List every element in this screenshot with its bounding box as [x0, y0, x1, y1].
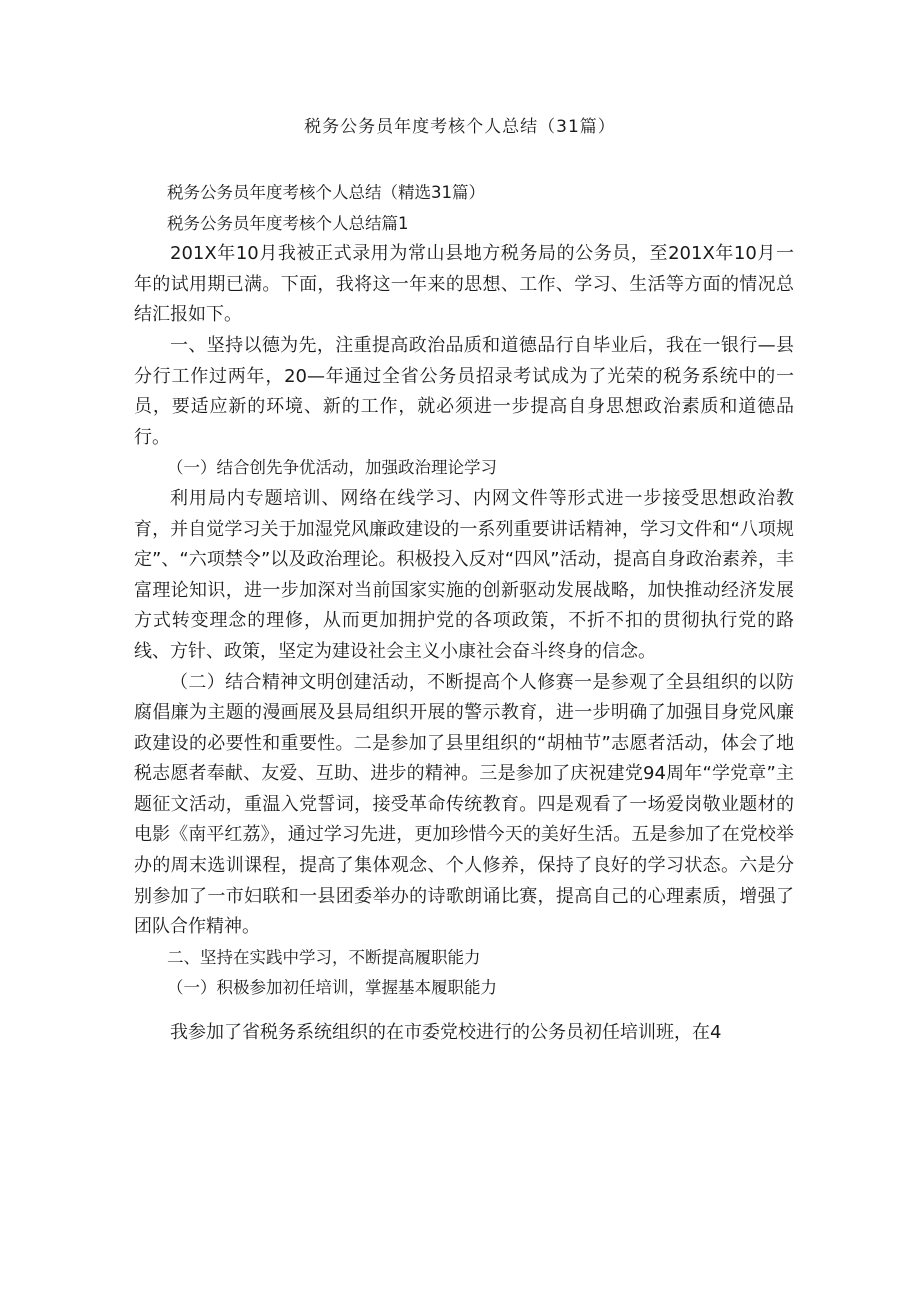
paragraph-training: 我参加了省税务系统组织的在市委党校进行的公务员初任培训班，在4 [170, 1022, 722, 1044]
paragraph-intro: 201X年10月我被正式录用为常山县地方税务局的公务员，至201X年10月一年的试用期已满。下面，我将这一年来的思想、工作、学习、生活等方面的情况总结汇报如下。 [134, 243, 794, 326]
section-heading: 税务公务员年度考核个人总结篇1 [167, 213, 409, 233]
paragraph-study: 利用局内专题培训、网络在线学习、内网文件等形式进一步接受思想政治教育，并自觉学习关于加湿党风廉政建设的一系列重要讲话精神，学习文件和“八项规定”、“六项禁令”以及政治理论。积极投入反对“四风”活动，提高自身政治素养，丰富理论知识，进一步加深对当前国家实施的创新驱动发展战略，加快推动经济发展方式转变理念的理修，从而更加拥护党的各项政策，不折不扣的贯彻执行党的路线、方针、政策，坚定为建设社会主义小康社会奋斗终身的信念。 [134, 487, 794, 662]
document-subtitle: 税务公务员年度考核个人总结（精选31篇） [167, 183, 485, 202]
document-title: 税务公务员年度考核个人总结（31篇） [304, 117, 616, 137]
paragraph-subheading-2: （一）积极参加初任培训，掌握基本履职能力 [167, 978, 497, 998]
paragraph-activities: （二）结合精神文明创建活动，不断提高个人修赛一是参观了全县组织的以防腐倡廉为主题的漫画展及县局组织开展的警示教育，进一步明确了加强目身党风廉政建设的必要性和重要性。二是参加了县里组织的“胡柚节”志愿者活动，体会了地税志愿者奉献、友爱、互助、进步的精神。三是参加了庆祝建党94周年“学党章”主题征文活动，重温入党誓词，接受革命传统教育。四是观看了一场爱岗敬业题材的电影《南平红荔》，通过学习先进，更加珍惜今天的美好生活。五是参加了在党校举办的周末选训课程，提高了集体观念、个人修养，保持了良好的学习状态。六是分别参加了一市妇联和一县团委举办的诗歌朗诵比赛，提高自己的心理素质，增强了团队合作精神。 [134, 671, 794, 938]
paragraph-subheading-1: （一）结合创先争优活动，加强政治理论学习 [167, 458, 497, 478]
paragraph-section-one: 一、坚持以德为先，注重提高政治品质和道德品行自毕业后，我在一银行—县分行工作过两年，20—年通过全省公务员招录考试成为了光荣的税务系统中的一员，要适应新的环境、新的工作，就必须进一步提高自身思想政治素质和道德品行。 [134, 334, 794, 448]
document-body [134, 178, 794, 1049]
paragraph-section-two: 二、坚持在实践中学习，不断提高履职能力 [167, 947, 481, 967]
